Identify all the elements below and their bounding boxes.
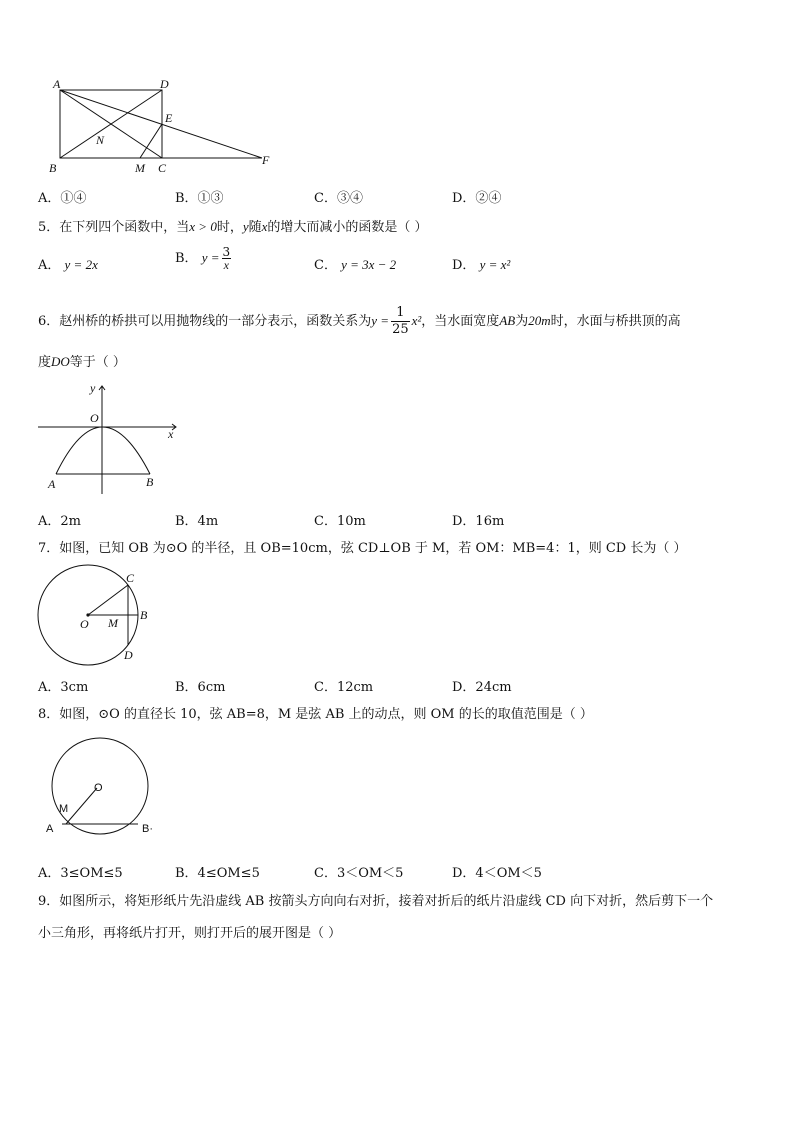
q6-label-o: O: [90, 411, 99, 425]
q7-label-o: O: [80, 617, 89, 631]
q8-label-b: B·: [142, 823, 153, 835]
q6-question-line1: 6．赵州桥的桥拱可以用抛物线的一部分表示，函数关系为y = $\frac{1}{25}$ x²，当水面宽度AB为20m时，水面与桥拱顶的高: [38, 305, 681, 337]
q5-option-c[interactable]: C． y = 3x − 2: [314, 257, 397, 273]
q7-label-c: C: [126, 571, 135, 585]
q8-option-a[interactable]: A．3≤OM≤5: [38, 866, 123, 881]
q8-label-o: O: [94, 782, 103, 794]
q8-figure: [42, 736, 162, 840]
q8-label-a: A: [46, 823, 54, 835]
q5-option-b[interactable]: B． y = $\frac{3}{x}$: [175, 245, 231, 272]
q6-label-b: B: [146, 475, 154, 489]
q4-label-n: N: [96, 133, 105, 147]
q6-option-d[interactable]: D．16m: [452, 514, 505, 529]
q4-option-d[interactable]: D．②④: [452, 191, 502, 206]
q7-question: 7．如图，已知 OB 为⊙O 的半径，且 OB=10cm，弦 CD⊥OB 于 M，若 OM：MB=4：1，则 CD 长为（ ）: [38, 541, 687, 556]
q8-question: 8．如图，⊙O 的直径长 10，弦 AB=8，M 是弦 AB 上的动点，则 OM 的长的取值范围是（ ）: [38, 707, 593, 722]
q4-label-e: E: [165, 111, 173, 125]
q8-option-d[interactable]: D．4＜OM＜5: [452, 866, 542, 881]
q4-label-c: C: [158, 161, 167, 175]
q4-figure: [40, 72, 290, 180]
q4-option-a[interactable]: A．①④: [38, 191, 87, 206]
q7-label-d: D: [124, 648, 133, 662]
q6-label-x: x: [168, 427, 174, 441]
q4-label-d: D: [160, 77, 169, 91]
q4-option-c[interactable]: C．③④: [314, 191, 363, 206]
q5-option-d[interactable]: D． y = x²: [452, 257, 511, 273]
q6-label-y: y: [90, 381, 96, 395]
q4-label-m: M: [135, 161, 145, 175]
q7-figure: [34, 564, 164, 670]
q8-label-m: M: [59, 803, 69, 815]
q6-option-a[interactable]: A．2m: [38, 514, 81, 529]
q4-label-f: F: [262, 153, 270, 167]
q6-label-a: A: [48, 477, 56, 491]
q8-option-b[interactable]: B．4≤OM≤5: [175, 866, 260, 881]
q6-question-line2: 度DO等于（ ）: [38, 354, 126, 370]
q9-question-line1: 9．如图所示，将矩形纸片先沿虚线 AB 按箭头方向向右对折，接着对折后的纸片沿虚线 CD 向下对折，然后剪下一个: [38, 894, 714, 909]
q7-label-m: M: [108, 616, 118, 630]
q6-figure: [34, 378, 184, 496]
q4-label-a: A: [53, 77, 61, 91]
q7-option-c[interactable]: C．12cm: [314, 680, 374, 695]
q7-option-a[interactable]: A．3cm: [38, 680, 89, 695]
q7-label-b: B: [140, 608, 148, 622]
q6-option-b[interactable]: B．4m: [175, 514, 219, 529]
q5-option-a[interactable]: A． y = 2x: [38, 257, 98, 273]
q5-question: 5．在下列四个函数中，当x > 0时，y随x的增大而减小的函数是（ ）: [38, 219, 428, 235]
q7-option-b[interactable]: B．6cm: [175, 680, 226, 695]
q4-label-b: B: [49, 161, 57, 175]
q4-option-b[interactable]: B．①③: [175, 191, 224, 206]
q7-option-d[interactable]: D．24cm: [452, 680, 512, 695]
q6-option-c[interactable]: C．10m: [314, 514, 366, 529]
q9-question-line2: 小三角形，再将纸片打开，则打开后的展开图是（ ）: [38, 926, 342, 941]
q8-option-c[interactable]: C．3＜OM＜5: [314, 866, 404, 881]
